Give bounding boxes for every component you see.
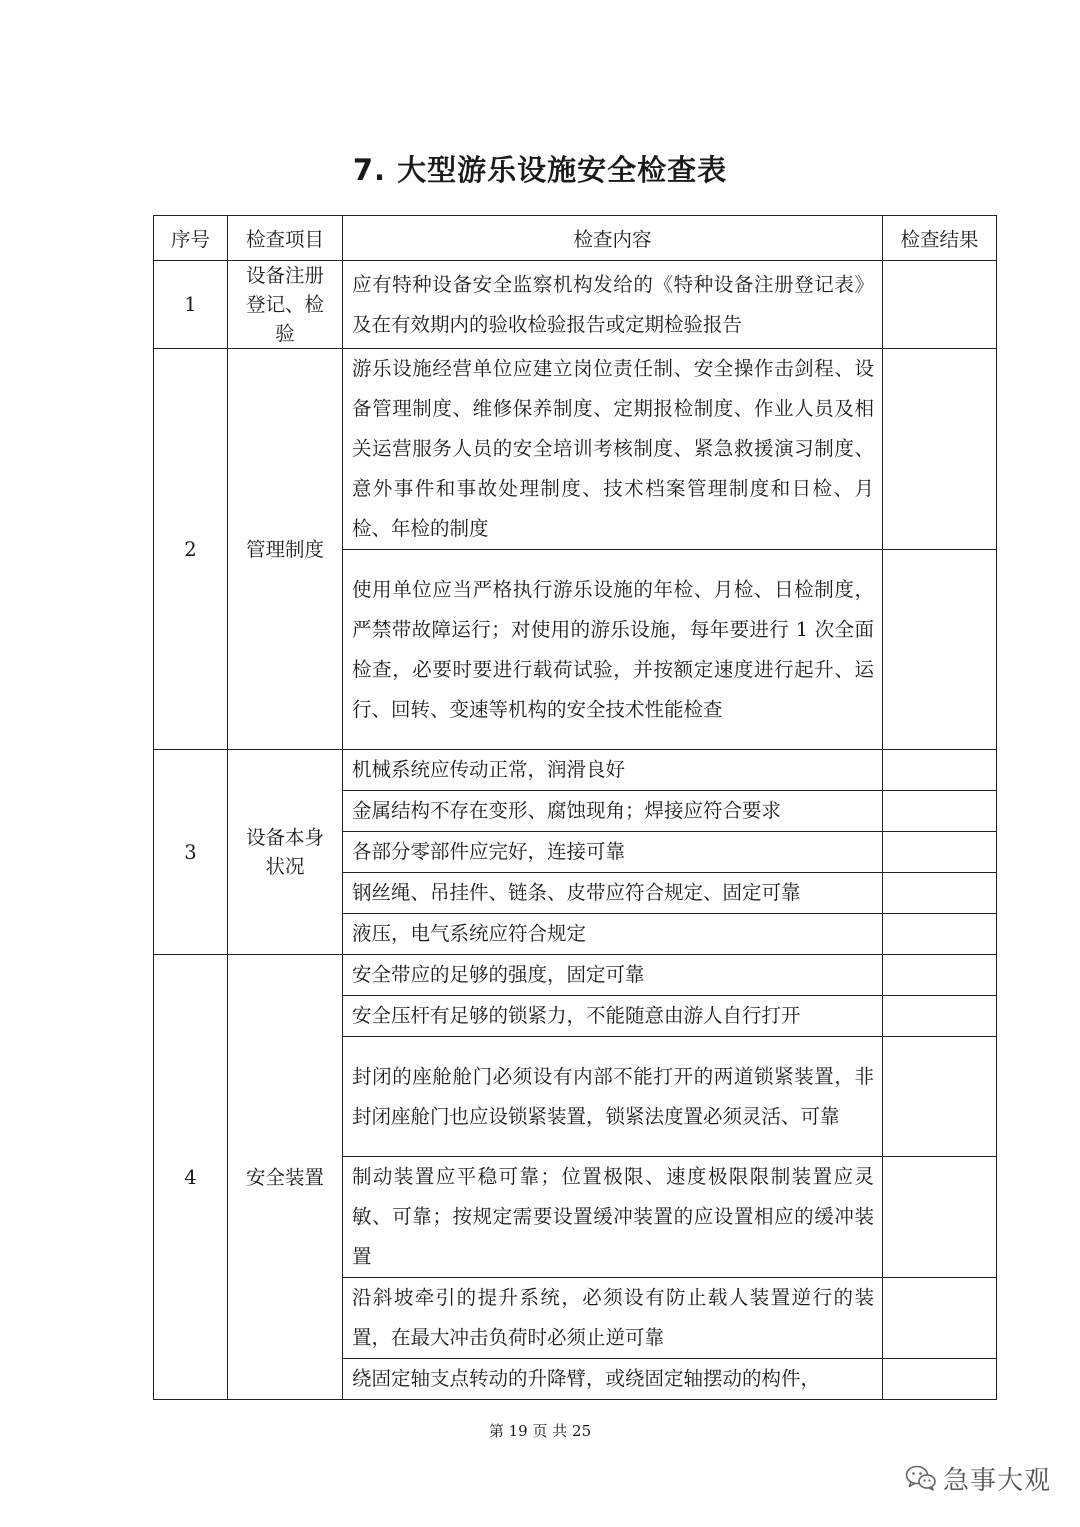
result-cell[interactable] <box>883 791 997 832</box>
result-cell[interactable] <box>883 1359 997 1400</box>
row-content: 使用单位应当严格执行游乐设施的年检、月检、日检制度，严禁带故障运行；对使用的游乐设施，每年要进行 1 次全面检查，必要时要进行载荷试验，并按额定速度进行起升、运行、回转、变速等机构的安全技术性能检查 <box>343 550 883 750</box>
row-content: 制动装置应平稳可靠；位置极限、速度极限限制装置应灵敏、可靠；按规定需要设置缓冲装置的应设置相应的缓冲装置 <box>343 1157 883 1278</box>
table-row <box>154 349 997 550</box>
row-seq: 2 <box>154 349 228 750</box>
row-item: 安全装置 <box>228 955 343 1400</box>
header-content: 检查内容 <box>343 216 883 261</box>
result-cell[interactable] <box>883 1037 997 1157</box>
row-content: 机械系统应传动正常，润滑良好 <box>343 750 883 791</box>
result-cell[interactable] <box>883 1278 997 1359</box>
table-row <box>154 955 997 996</box>
page-title: 7. 大型游乐设施安全检查表 <box>352 153 728 187</box>
row-content: 液压，电气系统应符合规定 <box>343 914 883 955</box>
result-cell[interactable] <box>883 996 997 1037</box>
row-seq: 3 <box>154 750 228 955</box>
table-row <box>154 750 997 791</box>
row-seq: 1 <box>154 261 228 349</box>
header-seq: 序号 <box>154 216 228 261</box>
result-cell[interactable] <box>883 914 997 955</box>
row-content: 沿斜坡牵引的提升系统，必须设有防止载人装置逆行的装置，在最大冲击负荷时必须止逆可靠 <box>343 1278 883 1359</box>
result-cell[interactable] <box>883 349 997 550</box>
inspection-table <box>153 215 997 1400</box>
wechat-icon <box>905 1464 937 1492</box>
row-item: 设备注册登记、检验 <box>228 261 343 349</box>
result-cell[interactable] <box>883 261 997 349</box>
result-cell[interactable] <box>883 550 997 750</box>
row-content: 金属结构不存在变形、腐蚀现角；焊接应符合要求 <box>343 791 883 832</box>
row-item: 管理制度 <box>228 349 343 750</box>
row-content: 封闭的座舱舱门必须设有内部不能打开的两道锁紧装置，非封闭座舱门也应设锁紧装置，锁紧法度置必须灵活、可靠 <box>343 1037 883 1157</box>
result-cell[interactable] <box>883 1157 997 1278</box>
result-cell[interactable] <box>883 873 997 914</box>
watermark-text: 急事大观 <box>943 1465 1052 1496</box>
row-content: 游乐设施经营单位应建立岗位责任制、安全操作击剑程、设备管理制度、维修保养制度、定期报检制度、作业人员及相关运营服务人员的安全培训考核制度、紧急救援演习制度、意外事件和事故处理制度、技术档案管理制度和日检、月检、年检的制度 <box>343 349 883 550</box>
row-content: 绕固定轴支点转动的升降臂，或绕固定轴摆动的构件， <box>343 1359 883 1400</box>
table-header-row <box>154 216 997 261</box>
page-footer: 第 19 页 共 25 <box>488 1422 592 1440</box>
result-cell[interactable] <box>883 750 997 791</box>
row-item: 设备本身状况 <box>228 750 343 955</box>
row-content: 各部分零部件应完好，连接可靠 <box>343 832 883 873</box>
watermark <box>905 1458 1055 1498</box>
result-cell[interactable] <box>883 955 997 996</box>
row-content: 安全压杆有足够的锁紧力，不能随意由游人自行打开 <box>343 996 883 1037</box>
table-row <box>154 261 997 349</box>
result-cell[interactable] <box>883 832 997 873</box>
header-item: 检查项目 <box>228 216 343 261</box>
header-result: 检查结果 <box>883 216 997 261</box>
row-content: 安全带应的足够的强度，固定可靠 <box>343 955 883 996</box>
row-content: 应有特种设备安全监察机构发给的《特种设备注册登记表》及在有效期内的验收检验报告或定期检验报告 <box>343 261 883 349</box>
row-content: 钢丝绳、吊挂件、链条、皮带应符合规定、固定可靠 <box>343 873 883 914</box>
row-seq: 4 <box>154 955 228 1400</box>
